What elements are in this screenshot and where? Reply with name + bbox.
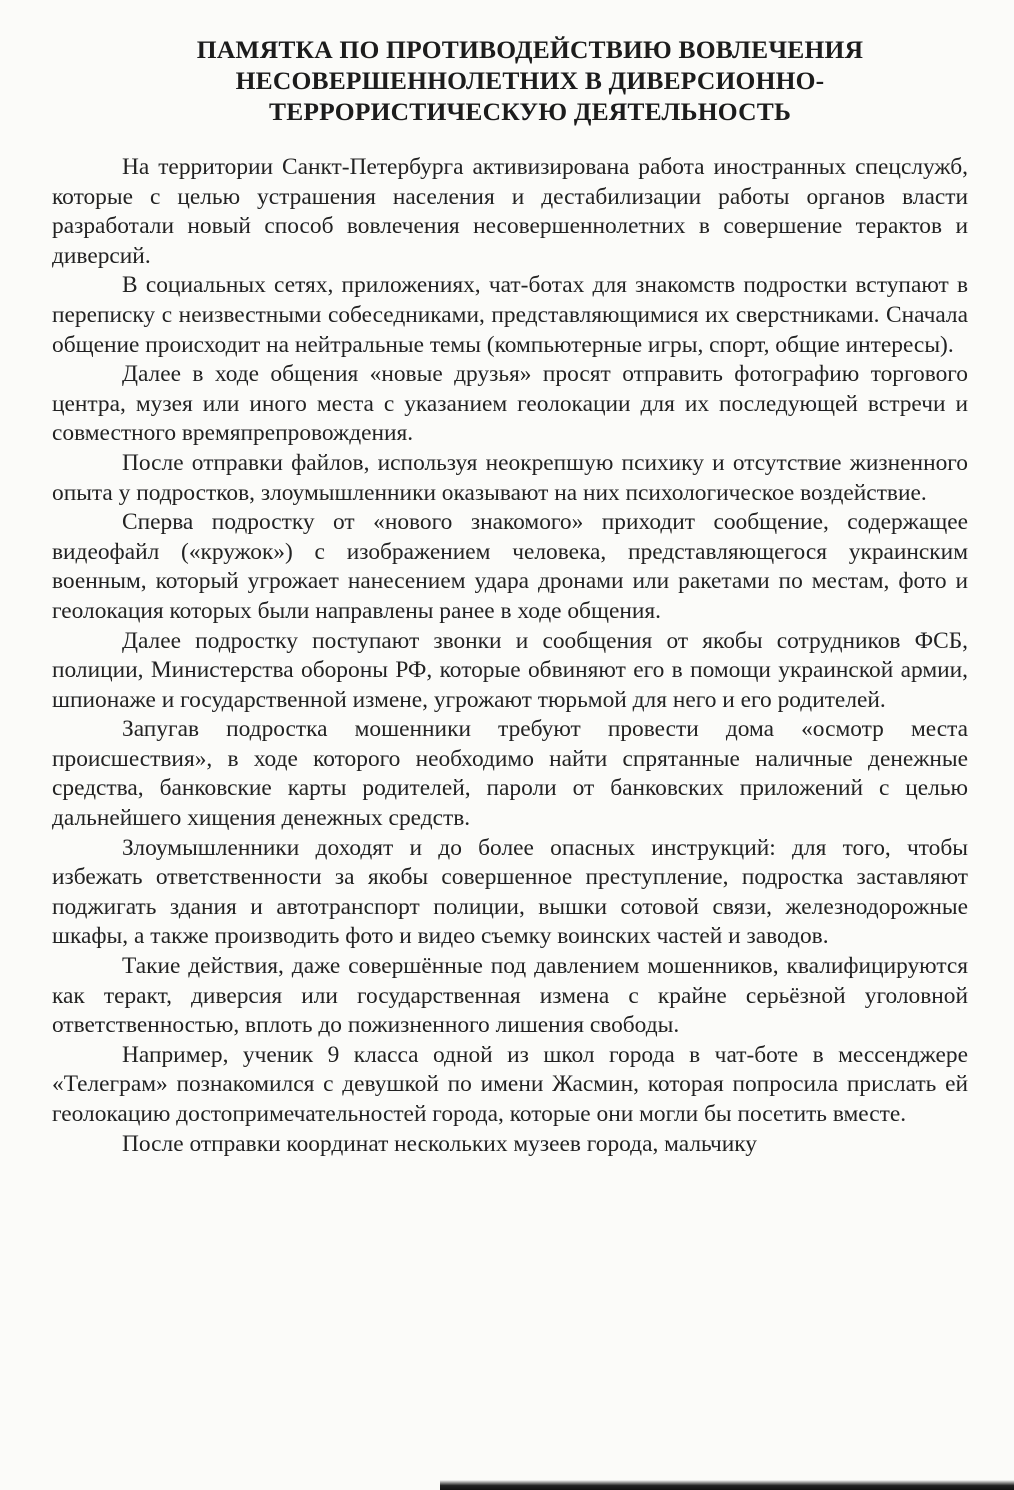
paragraph-10: Например, ученик 9 класса одной из школ города в чат-боте в мессенджере «Телеграм» познакомился с девушкой по имени Жасмин, которая попросила прислать ей геолокацию достопримечательностей города, которые они могли бы посетить вместе.: [52, 1041, 968, 1127]
paragraph-1: На территории Санкт-Петербурга активизирована работа иностранных спецслужб, которые с целью устрашения населения и дестабилизации работы органов власти разработали новый способ вовлечения несовершеннолетних в совершение терактов и диверсий.: [52, 154, 968, 269]
paragraph-5: Сперва подростку от «нового знакомого» приходит сообщение, содержащее видеофайл («кружок») с изображением человека, представляющегося украинским военным, который угрожает нанесением удара дронами или ракетами по местам, фото и геолокация которых были направлены ранее в ходе общения.: [52, 509, 968, 624]
paragraph-4: После отправки файлов, используя неокрепшую психику и отсутствие жизненного опыта у подростков, злоумышленники оказывают на них психологическое воздействие.: [52, 449, 968, 506]
title-line-2: НЕСОВЕРШЕННОЛЕТНИХ В ДИВЕРСИОННО-: [235, 66, 825, 95]
title-line-3: ТЕРРОРИСТИЧЕСКУЮ ДЕЯТЕЛЬНОСТЬ: [268, 97, 791, 126]
paragraph-2: В социальных сетях, приложениях, чат-ботах для знакомств подростки вступают в переписку с неизвестными собеседниками, представляющимися их сверстниками. Сначала общение происходит на нейтральные темы (компьютерные игры, спорт, общие интересы).: [52, 272, 968, 358]
document-title: [120, 34, 940, 127]
scan-bottom-edge: [440, 1480, 1014, 1490]
paragraph-3: Далее в ходе общения «новые друзья» просят отправить фотографию торгового центра, музея или иного места с указанием геолокации для их последующей встречи и совместного времяпрепровождения.: [52, 361, 968, 447]
paragraph-7: Запугав подростка мошенники требуют провести дома «осмотр места происшествия», в ходе которого необходимо найти спрятанные наличные денежные средства, банковские карты родителей, пароли от банковских приложений с целью дальнейшего хищения денежных средств.: [52, 716, 968, 832]
paragraph-9: Такие действия, даже совершённые под давлением мошенников, квалифицируются как теракт, диверсия или государственная измена с крайне серьёзной уголовной ответственностью, вплоть до пожизненного лишения свободы.: [52, 953, 968, 1039]
paragraph-11: После отправки координат нескольких музеев города, мальчику: [122, 1130, 757, 1157]
paragraph-6: Далее подростку поступают звонки и сообщения от якобы сотрудников ФСБ, полиции, Министерства обороны РФ, которые обвиняют его в помощи украинской армии, шпионаже и государственной измене, угрожают тюрьмой для него и его родителей.: [52, 627, 968, 713]
paragraph-8: Злоумышленники доходят и до более опасных инструкций: для того, чтобы избежать ответственности за якобы совершенное преступление, подростка заставляют поджигать здания и автотранспорт полиции, вышки сотовой связи, железнодорожные шкафы, а также производить фото и видео съемку воинских частей и заводов.: [52, 834, 968, 950]
document-body: [52, 153, 968, 1159]
title-line-1: ПАМЯТКА ПО ПРОТИВОДЕЙСТВИЮ ВОВЛЕЧЕНИЯ: [196, 35, 864, 64]
